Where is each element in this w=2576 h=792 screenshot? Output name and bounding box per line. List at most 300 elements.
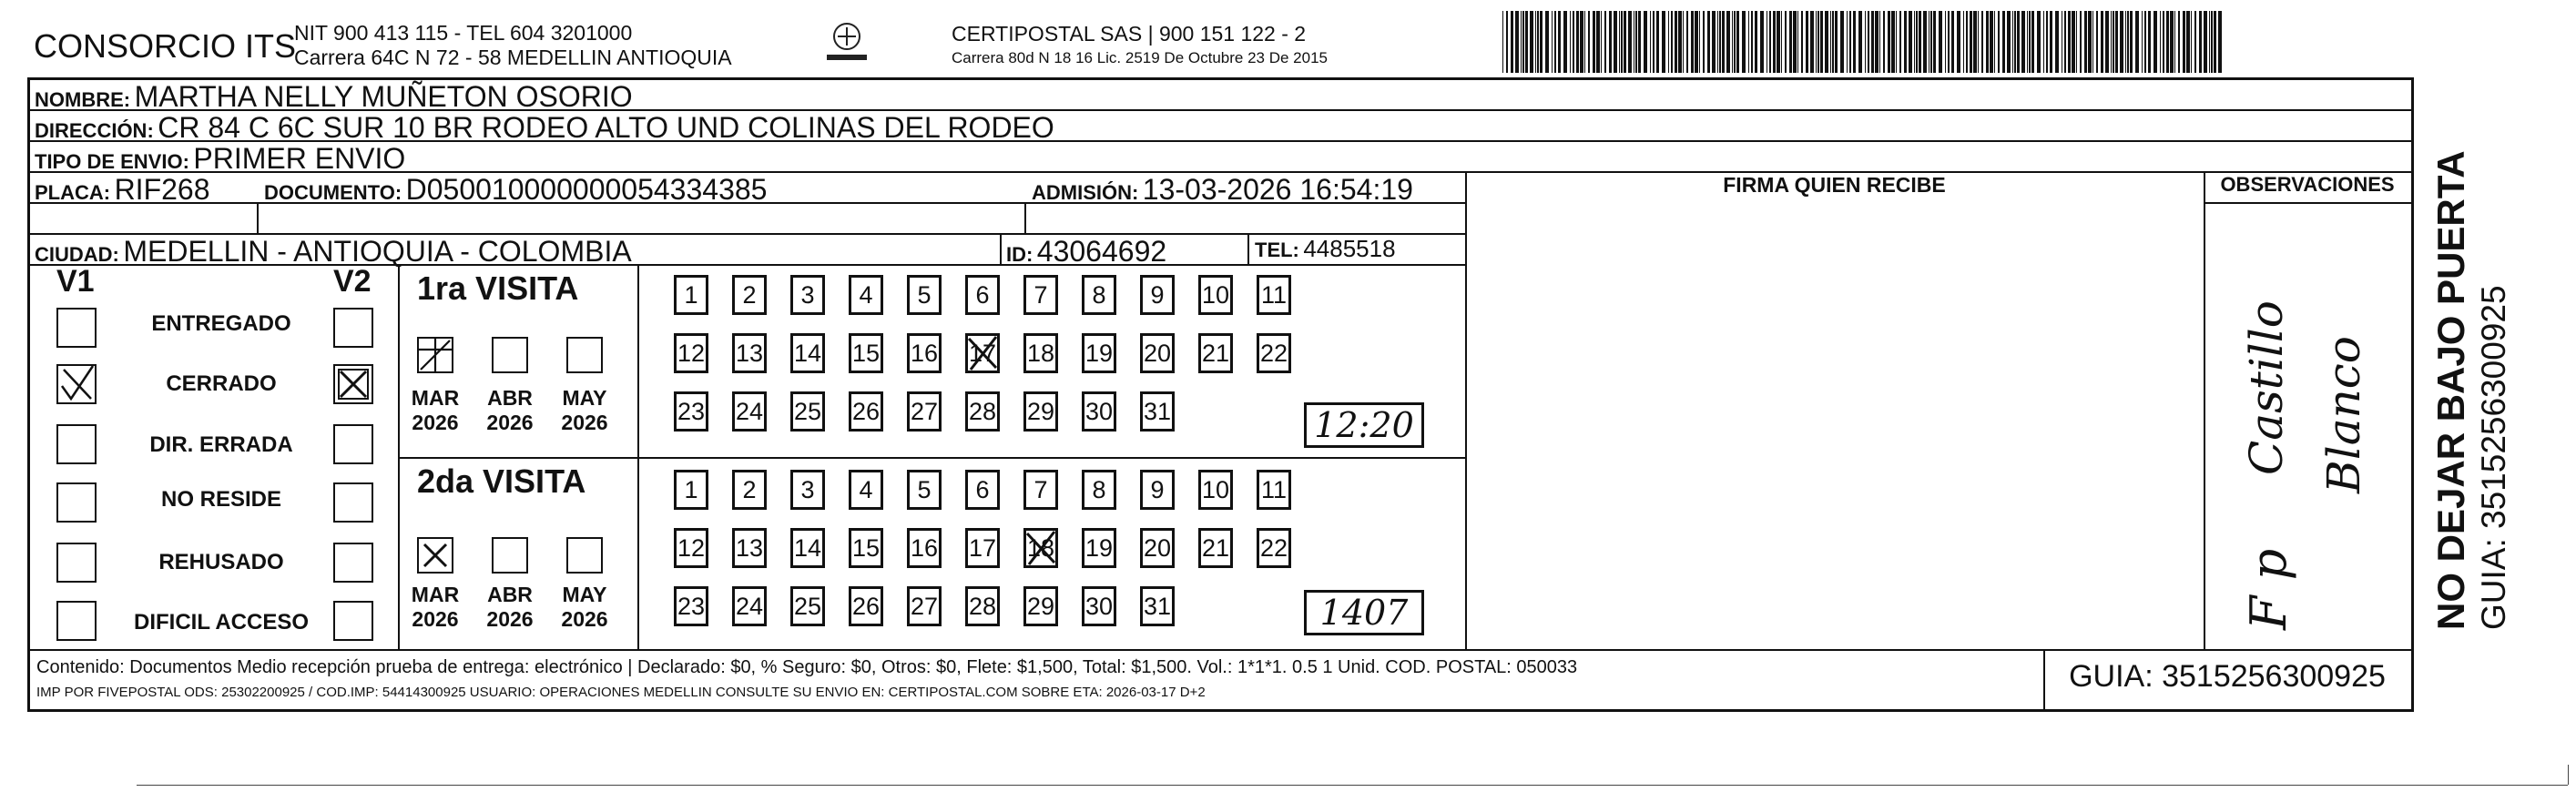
visit-1-month-abr: ABR 2026	[486, 386, 534, 434]
visit-1-day-3[interactable]: 3	[790, 275, 825, 315]
admision-value: 13-03-2026 16:54:19	[1142, 173, 1413, 206]
barcode-bar	[2080, 11, 2082, 73]
barcode-bar	[2142, 11, 2143, 73]
visit-2-day-31[interactable]: 31	[1140, 586, 1175, 626]
v2-dir-errada-checkbox[interactable]	[333, 424, 373, 464]
id-value: 43064692	[1036, 235, 1167, 268]
barcode-bar	[1990, 11, 1993, 73]
visit-2-month-mar-checkbox[interactable]	[417, 537, 453, 574]
documento-row	[264, 173, 767, 207]
barcode-bar	[1671, 11, 1673, 73]
barcode-bar	[1797, 11, 1798, 73]
barcode-bar	[2002, 11, 2005, 73]
visit-2-day-14[interactable]: 14	[790, 528, 825, 568]
barcode-bar	[1865, 11, 1866, 73]
barcode-bar	[1662, 11, 1665, 73]
observacion-handwriting-2: Blanco	[2317, 336, 2370, 493]
v2-dificil-acceso-checkbox[interactable]	[333, 601, 373, 641]
barcode-bar	[2029, 11, 2031, 73]
barcode-bar	[1614, 11, 1617, 73]
visit-1-day-25[interactable]: 25	[790, 391, 825, 432]
visit-1-month-mar: MAR 2026	[411, 386, 460, 434]
barcode-bar	[1825, 11, 1828, 73]
barcode-bar	[1923, 11, 1927, 73]
tipo-envio-row	[35, 142, 405, 176]
barcode-bar	[2183, 11, 2185, 73]
barcode-bar	[1717, 11, 1718, 73]
observacion-handwriting-3: F p	[2240, 548, 2297, 630]
barcode-bar	[1502, 11, 1503, 73]
barcode-bar	[2199, 11, 2202, 73]
barcode-bar	[1621, 11, 1623, 73]
status-dir-errada: DIR. ERRADA	[149, 432, 293, 457]
visit-1-day-23[interactable]: 23	[674, 391, 708, 432]
visit-1-day-22[interactable]: 22	[1257, 333, 1291, 373]
visit-1-day-31[interactable]: 31	[1140, 391, 1175, 432]
visit-2-month-may-checkbox[interactable]	[566, 537, 603, 574]
visit-2-day-11[interactable]: 11	[1257, 470, 1291, 510]
barcode-bar	[1736, 11, 1739, 73]
barcode-bar	[1742, 11, 1746, 73]
visit-2-day-12[interactable]: 12	[674, 528, 708, 568]
barcode-bar	[2014, 11, 2016, 73]
barcode-bar	[1994, 11, 1995, 73]
barcode-bar	[1686, 11, 1688, 73]
barcode-bar	[2111, 11, 2112, 73]
barcode-bar	[2092, 11, 2093, 73]
placa-row	[35, 173, 210, 207]
visit-2-day-22[interactable]: 22	[1257, 528, 1291, 568]
barcode-bar	[1835, 11, 1838, 73]
barcode-bar	[1545, 11, 1549, 73]
visit-2-day-5[interactable]: 5	[907, 470, 942, 510]
visit-1-day-6[interactable]: 6	[965, 275, 1000, 315]
barcode-bar	[1515, 11, 1519, 73]
firma-label: FIRMA QUIEN RECIBE	[1723, 173, 1946, 197]
barcode-bar	[2068, 11, 2071, 73]
visit-1-day-5[interactable]: 5	[907, 275, 942, 315]
barcode-bar	[1883, 11, 1885, 73]
barcode-bar	[1793, 11, 1797, 73]
barcode-bar	[1748, 11, 1749, 73]
visit-1-month-may: MAY 2026	[561, 386, 608, 434]
barcode-bar	[1909, 11, 1912, 73]
barcode-bar	[1552, 11, 1553, 73]
barcode-bar	[1675, 11, 1677, 73]
barcode-bar	[1521, 11, 1522, 73]
barcode-bar	[1530, 11, 1533, 73]
barcode-bar	[1858, 11, 1862, 73]
footer-print-line: IMP POR FIVEPOSTAL ODS: 25302200925 / COD.IMP: 54414300925 USUARIO: OPERACIONES MEDELLIN CONSULTE SU ENVIO EN: CERTIPOSTAL.COM SOBRE ETA: 2026-03-17 D+2	[36, 685, 1206, 700]
visit-2-day-4[interactable]: 4	[849, 470, 883, 510]
barcode-bar	[1832, 11, 1834, 73]
barcode-bar	[2050, 11, 2052, 73]
barcode-bar	[1699, 11, 1700, 73]
visit-2-day-15[interactable]: 15	[849, 528, 883, 568]
barcode-bar	[1635, 11, 1637, 73]
v2-cerrado-checkbox[interactable]	[333, 364, 373, 404]
visit-2-month-mar: MAR 2026	[411, 583, 460, 631]
barcode-bar	[1781, 11, 1782, 73]
side-guia-text: GUIA: 3515256300925	[2475, 285, 2512, 630]
visit-2-day-7[interactable]: 7	[1023, 470, 1058, 510]
barcode-bar	[2127, 11, 2129, 73]
barcode-bar	[2007, 11, 2011, 73]
visit-1-month-mar-checkbox[interactable]	[417, 337, 453, 373]
status-entregado: ENTREGADO	[151, 311, 291, 336]
v2-label: V2	[333, 264, 372, 299]
barcode-bar	[1951, 11, 1954, 73]
barcode-bar	[1596, 11, 1600, 73]
barcode-bar	[1755, 11, 1757, 73]
barcode-bar	[1644, 11, 1647, 73]
nombre-value: MARTHA NELLY MUÑETON OSORIO	[134, 80, 633, 113]
footer-content-line: Contenido: Documentos Medio recepción prueba de entrega: electrónico | Declarado: $0, % Seguro: $0, Otros: $0, Flete: $1,500, Total: $1,500. Vol.: 1*1*1. 0.5 1 Unid. COD. POSTAL: 050033	[36, 657, 1578, 677]
barcode-bar	[2170, 11, 2174, 73]
visit-2-day-18[interactable]: 18	[1023, 528, 1058, 568]
barcode-bar	[2214, 11, 2216, 73]
barcode-bar	[1847, 11, 1848, 73]
barcode-bar	[1817, 11, 1819, 73]
visit-2-day-9[interactable]: 9	[1140, 470, 1175, 510]
visit-1-day-29[interactable]: 29	[1023, 391, 1058, 432]
barcode-bar	[2027, 11, 2028, 73]
visit-2-day-10[interactable]: 10	[1198, 470, 1233, 510]
v2-no-reside-checkbox[interactable]	[333, 482, 373, 523]
barcode-bar	[1570, 11, 1571, 73]
visit-1-day-7[interactable]: 7	[1023, 275, 1058, 315]
barcode-bar	[1830, 11, 1831, 73]
barcode-bar	[1849, 11, 1851, 73]
barcode-bar	[1558, 11, 1561, 73]
barcode-bar	[1678, 11, 1682, 73]
v1-label: V1	[56, 264, 95, 299]
company-nit: NIT 900 413 115 - TEL 604 3201000	[294, 21, 633, 45]
visit-1-day-8[interactable]: 8	[1082, 275, 1116, 315]
barcode-bar	[1948, 11, 1950, 73]
visit-2-day-30[interactable]: 30	[1082, 586, 1116, 626]
carrier-name: CERTIPOSTAL SAS | 900 151 122 - 2	[952, 22, 1307, 46]
visit-1-day-12[interactable]: 12	[674, 333, 708, 373]
barcode-bar	[1624, 11, 1626, 73]
visit-2-day-25[interactable]: 25	[790, 586, 825, 626]
barcode-bar	[1904, 11, 1907, 73]
visit-1-day-13[interactable]: 13	[732, 333, 767, 373]
side-notice-text: NO DEJAR BAJO PUERTA	[2429, 150, 2472, 630]
visit-1-day-30[interactable]: 30	[1082, 391, 1116, 432]
documento-value: D050010000000054334385	[405, 173, 768, 206]
barcode-bar	[2209, 11, 2210, 73]
barcode-bar	[2211, 11, 2213, 73]
nombre-row	[35, 80, 633, 114]
visit-1-day-9[interactable]: 9	[1140, 275, 1175, 315]
v2-rehusado-checkbox[interactable]	[333, 543, 373, 583]
barcode-bar	[1760, 11, 1764, 73]
barcode-bar	[2105, 11, 2109, 73]
barcode-bar	[1525, 11, 1528, 73]
barcode-bar	[2055, 11, 2059, 73]
barcode-bar	[1601, 11, 1602, 73]
visit-2-day-27[interactable]: 27	[907, 586, 942, 626]
visit-1-day-11[interactable]: 11	[1257, 275, 1291, 315]
barcode-bar	[1703, 11, 1705, 73]
barcode-bar	[1963, 11, 1964, 73]
barcode-bar	[1628, 11, 1632, 73]
tel-value: 4485518	[1303, 235, 1396, 262]
barcode-bar	[2160, 11, 2161, 73]
barcode-bar	[2130, 11, 2133, 73]
visit-1-day-4[interactable]: 4	[849, 275, 883, 315]
barcode-bar	[1777, 11, 1780, 73]
company-name: CONSORCIO ITS	[34, 27, 297, 65]
barcode-bar	[2096, 11, 2098, 73]
direccion-row	[35, 111, 1054, 145]
v1-entregado-checkbox[interactable]	[56, 308, 97, 348]
barcode-bar	[1919, 11, 1921, 73]
visit-1-month-may-checkbox[interactable]	[566, 337, 603, 373]
barcode-bar	[1914, 11, 1915, 73]
barcode-bar	[2178, 11, 2180, 73]
barcode-bar	[1722, 11, 1725, 73]
barcode-bar	[1816, 11, 1817, 73]
visit-1-month-abr-checkbox[interactable]	[492, 337, 528, 373]
barcode-bar	[2017, 11, 2020, 73]
visit-2-day-26[interactable]: 26	[849, 586, 883, 626]
tel-row	[1255, 235, 1396, 263]
visit-2-day-19[interactable]: 19	[1082, 528, 1116, 568]
observacion-handwriting-1: Castillo	[2240, 300, 2293, 475]
barcode-bar	[2072, 11, 2075, 73]
carrier-address: Carrera 80d N 18 16 Lic. 2519 De Octubre 23 De 2015	[952, 49, 1328, 66]
visit-2-day-23[interactable]: 23	[674, 586, 708, 626]
barcode-bar	[1656, 11, 1659, 73]
visit-1-day-19[interactable]: 19	[1082, 333, 1116, 373]
barcode-bar	[1930, 11, 1932, 73]
barcode-bar	[1916, 11, 1918, 73]
barcode-bar	[1891, 11, 1895, 73]
visit-2-day-8[interactable]: 8	[1082, 470, 1116, 510]
visit-2-month-abr-checkbox[interactable]	[492, 537, 528, 574]
barcode-bar	[2046, 11, 2048, 73]
barcode-bar	[2135, 11, 2139, 73]
barcode-bar	[1978, 11, 1979, 73]
barcode-bar	[1653, 11, 1655, 73]
barcode-bar	[2076, 11, 2077, 73]
barcode-bar	[1899, 11, 1901, 73]
barcode-bar	[1801, 11, 1803, 73]
visit-1-day-20[interactable]: 20	[1140, 333, 1175, 373]
status-cerrado: CERRADO	[166, 371, 277, 396]
barcode-bar	[1563, 11, 1567, 73]
barcode-bar	[1580, 11, 1583, 73]
barcode-bar	[1683, 11, 1684, 73]
barcode-bar	[1945, 11, 1946, 73]
barcode-bar	[2153, 11, 2157, 73]
barcode-bar	[1719, 11, 1721, 73]
v2-entregado-checkbox[interactable]	[333, 308, 373, 348]
visit-2-day-1[interactable]: 1	[674, 470, 708, 510]
barcode-bar	[2088, 11, 2092, 73]
barcode-bar	[1853, 11, 1856, 73]
barcode-bar	[1998, 11, 2000, 73]
barcode-bar	[1668, 11, 1669, 73]
barcode-bar	[1939, 11, 1942, 73]
barcode-bar	[2218, 11, 2222, 73]
footer-guia: GUIA: 3515256300925	[2069, 659, 2386, 694]
visit-1-day-16[interactable]: 16	[907, 333, 942, 373]
id-row	[1006, 235, 1166, 269]
visit-1-day-26[interactable]: 26	[849, 391, 883, 432]
visit-2-day-29[interactable]: 29	[1023, 586, 1058, 626]
barcode-bar	[2021, 11, 2025, 73]
tipo-envio-value: PRIMER ENVIO	[193, 142, 406, 175]
barcode-bar	[1820, 11, 1823, 73]
barcode-bar	[2115, 11, 2118, 73]
visit-1-title: 1ra VISITA	[417, 269, 579, 307]
barcode-bar	[2120, 11, 2123, 73]
visit-1-day-24[interactable]: 24	[732, 391, 767, 432]
barcode-bar	[1707, 11, 1710, 73]
barcode-bar	[1511, 11, 1513, 73]
barcode-bar	[2194, 11, 2196, 73]
barcode-bar	[1734, 11, 1736, 73]
barcode-bar	[2191, 11, 2192, 73]
ciudad-label: CIUDAD:	[35, 243, 119, 266]
barcode-bar	[1604, 11, 1606, 73]
tipo-envio-label: TIPO DE ENVIO:	[35, 150, 189, 173]
barcode-bar	[1933, 11, 1936, 73]
barcode-bar	[1810, 11, 1814, 73]
visit-2-day-17[interactable]: 17	[965, 528, 1000, 568]
barcode-bar	[1535, 11, 1536, 73]
direccion-label: DIRECCIÓN:	[35, 119, 154, 142]
barcode-bar	[1868, 11, 1869, 73]
v1-no-reside-checkbox[interactable]	[56, 482, 97, 523]
barcode-bar	[1695, 11, 1698, 73]
barcode-bar	[1506, 11, 1508, 73]
status-rehusado: REHUSADO	[158, 550, 284, 574]
barcode-bar	[1840, 11, 1844, 73]
barcode-bar	[1732, 11, 1733, 73]
visit-1-day-14[interactable]: 14	[790, 333, 825, 373]
barcode-bar	[2037, 11, 2041, 73]
barcode-bar	[1584, 11, 1585, 73]
barcode-bar	[1751, 11, 1753, 73]
barcode-bar	[1593, 11, 1595, 73]
visit-2-day-16[interactable]: 16	[907, 528, 942, 568]
observaciones-label: OBSERVACIONES	[2220, 173, 2395, 196]
tel-label: TEL:	[1255, 239, 1299, 261]
barcode-bar	[1785, 11, 1787, 73]
barcode-bar	[1773, 11, 1776, 73]
visit-1-day-15[interactable]: 15	[849, 333, 883, 373]
barcode-bar	[1619, 11, 1620, 73]
barcode-bar	[1691, 11, 1694, 73]
visit-2-day-21[interactable]: 21	[1198, 528, 1233, 568]
barcode-bar	[1981, 11, 1983, 73]
visit-1-day-2[interactable]: 2	[732, 275, 767, 315]
barcode-bar	[1576, 11, 1579, 73]
barcode-bar	[2186, 11, 2190, 73]
certipostal-logo	[820, 18, 874, 69]
visit-1-day-10[interactable]: 10	[1198, 275, 1233, 315]
placa-label: PLACA:	[35, 181, 111, 204]
v1-dificil-acceso-checkbox[interactable]	[56, 601, 97, 641]
v1-rehusado-checkbox[interactable]	[56, 543, 97, 583]
visit-2-month-may: MAY 2026	[561, 583, 608, 631]
barcode-bar	[1973, 11, 1977, 73]
barcode-bar	[1537, 11, 1539, 73]
visit-2-day-24[interactable]: 24	[732, 586, 767, 626]
visit-2-day-20[interactable]: 20	[1140, 528, 1175, 568]
visit-2-title: 2da VISITA	[417, 462, 586, 500]
barcode	[1501, 11, 2227, 73]
barcode-bar	[2101, 11, 2103, 73]
observaciones-area	[2204, 202, 2411, 649]
nombre-label: NOMBRE:	[35, 88, 131, 111]
visit-1-day-28[interactable]: 28	[965, 391, 1000, 432]
barcode-bar	[2043, 11, 2044, 73]
barcode-bar	[1609, 11, 1612, 73]
visit-2-time-box[interactable]: 1407	[1304, 590, 1424, 635]
visit-2-day-6[interactable]: 6	[965, 470, 1000, 510]
barcode-bar	[1871, 11, 1874, 73]
visit-1-day-1[interactable]: 1	[674, 275, 708, 315]
visit-1-day-27[interactable]: 27	[907, 391, 942, 432]
barcode-bar	[1966, 11, 1968, 73]
barcode-bar	[1986, 11, 1989, 73]
v1-dir-errada-checkbox[interactable]	[56, 424, 97, 464]
barcode-bar	[1726, 11, 1730, 73]
barcode-bar	[1896, 11, 1897, 73]
visit-1-day-17[interactable]: 17	[965, 333, 1000, 373]
barcode-bar	[1522, 11, 1524, 73]
admision-label: ADMISIÓN:	[1032, 181, 1139, 204]
barcode-bar	[2163, 11, 2164, 73]
visit-1-day-21[interactable]: 21	[1198, 333, 1233, 373]
visit-2-day-2[interactable]: 2	[732, 470, 767, 510]
v1-cerrado-checkbox[interactable]	[56, 364, 97, 404]
admision-row	[1032, 173, 1413, 207]
documento-label: DOCUMENTO:	[264, 181, 402, 204]
visit-2-day-3[interactable]: 3	[790, 470, 825, 510]
status-dificil-acceso: DIFICIL ACCESO	[133, 610, 309, 635]
visit-2-day-13[interactable]: 13	[732, 528, 767, 568]
visit-1-time-box[interactable]: 12:20	[1304, 402, 1424, 448]
barcode-bar	[1879, 11, 1880, 73]
barcode-bar	[2174, 11, 2175, 73]
barcode-bar	[2031, 11, 2034, 73]
barcode-bar	[1540, 11, 1543, 73]
barcode-bar	[1769, 11, 1771, 73]
side-notice-band	[2413, 140, 2572, 649]
barcode-bar	[1650, 11, 1651, 73]
barcode-bar	[1573, 11, 1574, 73]
visit-1-day-18[interactable]: 18	[1023, 333, 1058, 373]
placa-value: RIF268	[114, 173, 210, 206]
visit-2-month-abr: ABR 2026	[486, 583, 534, 631]
barcode-bar	[1806, 11, 1808, 73]
barcode-bar	[1638, 11, 1641, 73]
direccion-value: CR 84 C 6C SUR 10 BR RODEO ALTO UND COLINAS DEL RODEO	[158, 111, 1054, 144]
barcode-bar	[1712, 11, 1716, 73]
barcode-bar	[2166, 11, 2169, 73]
barcode-bar	[1970, 11, 1972, 73]
visit-2-day-28[interactable]: 28	[965, 586, 1000, 626]
barcode-bar	[1588, 11, 1590, 73]
id-label: ID:	[1006, 243, 1033, 266]
barcode-bar	[1789, 11, 1792, 73]
